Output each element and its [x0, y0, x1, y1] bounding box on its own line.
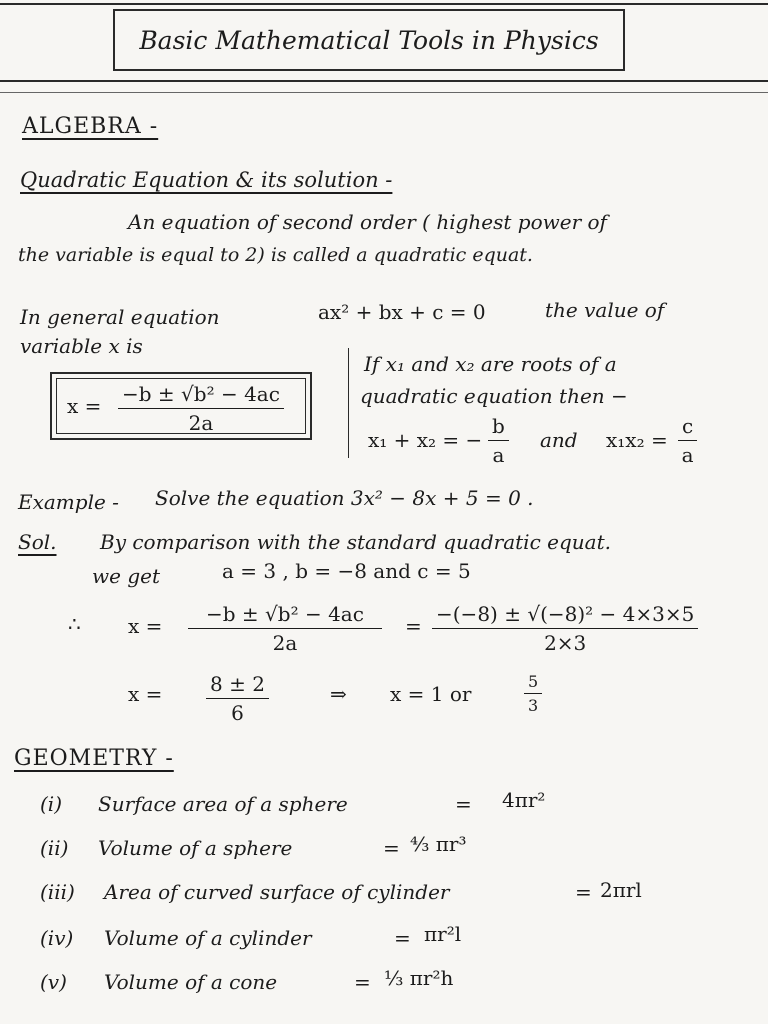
geometry-item-value: ⅓ πr²h — [384, 966, 454, 990]
step2-result-den: 3 — [528, 696, 539, 715]
roots-and: and — [540, 428, 578, 452]
roots-prod-den: a — [681, 443, 694, 467]
geometry-item-text: Volume of a sphere — [98, 836, 293, 860]
step1-equals: = — [405, 614, 422, 638]
quadratic-formula-box — [50, 372, 312, 440]
step2-result-fraction — [524, 672, 542, 715]
geometry-item-num: (iii) — [40, 880, 75, 904]
solution-coefficients: a = 3 , b = −8 and c = 5 — [222, 559, 471, 583]
geometry-item-value: 2πrl — [600, 878, 642, 902]
geometry-item-eq: = — [383, 836, 400, 860]
algebra-heading: ALGEBRA - — [22, 114, 159, 139]
step1-denominator-substituted: 2×3 — [544, 631, 587, 655]
geometry-item-value: ⁴⁄₃ πr³ — [410, 832, 467, 856]
roots-sum-lhs: x₁ + x₂ = − — [368, 428, 483, 452]
geometry-heading: GEOMETRY - — [14, 746, 174, 771]
quadratic-subheading: Quadratic Equation & its solution - — [20, 168, 393, 192]
step1-numerator: −b ± √b² − 4ac — [188, 602, 382, 629]
step2-fraction — [206, 672, 269, 725]
formula-denominator: 2a — [188, 411, 214, 435]
solution-label: Sol. — [18, 530, 57, 554]
implies-arrow: ⇒ — [330, 682, 347, 706]
geometry-item-num: (v) — [40, 970, 67, 994]
title-underline-1 — [0, 80, 768, 82]
step2-result-num: 5 — [524, 672, 542, 694]
step2-lhs: x = — [128, 682, 163, 706]
section-divider — [348, 348, 349, 458]
roots-product-fraction — [678, 414, 697, 467]
top-rule — [0, 3, 768, 5]
geometry-item-text: Surface area of a sphere — [98, 792, 348, 816]
step2-denominator: 6 — [231, 701, 244, 725]
step1-lhs: x = — [128, 614, 163, 638]
geometry-item-text: Volume of a cylinder — [104, 926, 312, 950]
solution-we-get: we get — [92, 564, 160, 588]
general-variable-is: variable x is — [20, 334, 143, 358]
geometry-item-value: πr²l — [424, 922, 462, 946]
quadratic-formula — [118, 382, 284, 435]
general-equation-label: In general equation — [20, 305, 220, 329]
formula-numerator: −b ± √b² − 4ac — [118, 382, 284, 409]
step1-denominator: 2a — [272, 631, 298, 655]
step1-numerator-substituted: −(−8) ± √(−8)² − 4×3×5 — [432, 602, 698, 629]
therefore-symbol: ∴ — [68, 612, 81, 636]
roots-sum-fraction — [488, 414, 509, 467]
intro-line-2: the variable is equal to 2) is called a quadratic equat. — [18, 244, 533, 266]
example-label: Example - — [18, 490, 119, 514]
geometry-item-text: Volume of a cone — [104, 970, 278, 994]
step2-result: x = 1 or — [390, 682, 472, 706]
roots-prod-num: c — [678, 414, 697, 441]
roots-sum-num: b — [488, 414, 509, 441]
general-value-of: the value of — [545, 298, 665, 322]
step1-fraction — [188, 602, 382, 655]
geometry-item-num: (ii) — [40, 836, 69, 860]
step2-numerator: 8 ± 2 — [206, 672, 269, 699]
example-text: Solve the equation 3x² − 8x + 5 = 0 . — [155, 486, 534, 510]
roots-sum-den: a — [492, 443, 505, 467]
geometry-item-value: 4πr² — [502, 788, 546, 812]
formula-lhs: x = — [67, 394, 102, 418]
geometry-item-num: (i) — [40, 792, 63, 816]
roots-line-1: If x₁ and x₂ are roots of a — [364, 352, 617, 376]
title-underline-2 — [0, 92, 768, 93]
roots-product-lhs: x₁x₂ = — [606, 428, 668, 452]
geometry-item-text: Area of curved surface of cylinder — [104, 880, 450, 904]
page-title: Basic Mathematical Tools in Physics — [113, 9, 625, 71]
roots-line-2: quadratic equation then − — [360, 384, 628, 408]
intro-line-1: An equation of second order ( highest power of — [128, 210, 607, 234]
geometry-item-eq: = — [354, 970, 371, 994]
geometry-item-eq: = — [575, 880, 592, 904]
general-equation: ax² + bx + c = 0 — [318, 300, 486, 324]
geometry-item-eq: = — [394, 926, 411, 950]
solution-line-1: By comparison with the standard quadratic equat. — [100, 530, 611, 554]
step1-fraction-substituted — [432, 602, 698, 655]
geometry-item-num: (iv) — [40, 926, 74, 950]
geometry-item-eq: = — [455, 792, 472, 816]
